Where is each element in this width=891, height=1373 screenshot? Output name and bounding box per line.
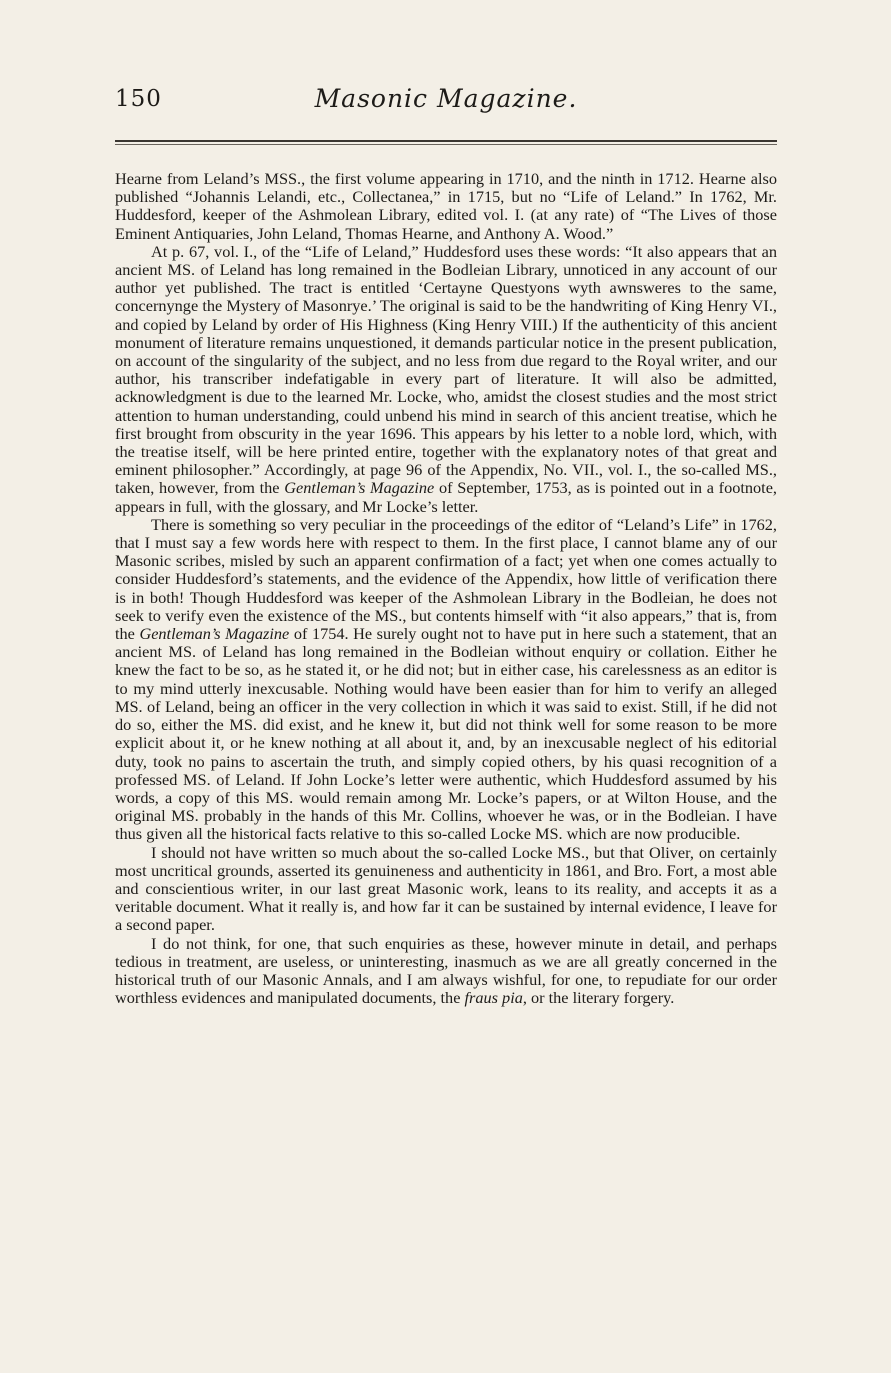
paragraph: [115, 935, 777, 1008]
text-run: , or the literary forgery.: [522, 988, 675, 1008]
paragraph: [115, 844, 777, 935]
paragraph: [115, 170, 777, 243]
text-run: At p. 67, vol. I., of the “Life of Leland,” Huddesford uses these words: “It also appears that an ancient MS. of Leland has long remained in the Bodleian Library, unnoticed in any account of our author yet published. The tract is entitled ‘Certayne Questyons wyth awnsweres to the same, concernynge the Mystery of Masonrye.’ The original is said to be the handwriting of King Henry VI., and copied by Leland by order of His Highness (King Henry VIII.) If the authenticity of this ancient monument of literature remains unquestioned, it demands particular notice in the present publication, on account of the singularity of the subject, and no less from due regard to the Royal writer, and our author, his transcriber indefatigable in every part of literature. It will also be admitted, acknowledgment is due to the learned Mr. Locke, who, amidst the closest studies and the most strict attention to human understanding, could unbend his mind in search of this ancient treatise, which he first brought from obscurity in the year 1696. This appears by his letter to a noble lord, which, with the treatise itself, will be here printed entire, together with the explanatory notes of that great and eminent philosopher.” Accordingly, at page 96 of the Appendix, No. VII., vol. I., the so-called MS., taken, however, from the: [115, 241, 777, 498]
header-rule-thin: [115, 144, 777, 145]
page-header: [115, 86, 777, 122]
running-title: Masonic Magazine.: [314, 84, 578, 113]
header-rule: [115, 140, 777, 142]
text-run: There is something so very peculiar in the proceedings of the editor of “Leland’s Life” in 1762, that I must say a few words here with respect to them. In the first place, I cannot blame any of our Masonic scribes, misled by such an apparent confirmation of a fact; yet when one comes actually to consider Huddesford’s statements, and the evidence of the Appendix, how little of verification there is in both! Though Huddesford was keeper of the Ashmolean Library in the Bodleian, he does not seek to verify even the existence of the MS., but contents himself with “it also appears,” that is, from the: [115, 514, 777, 644]
text-run: of 1754. He surely ought not to have put in here such a statement, that an ancient MS. of Leland has long remained in the Bodleian without enquiry or collation. Either he knew the fact to be so, as he stated it, or he did not; but in either case, his carelessness as an editor is to my mind utterly inexcusable. Nothing would have been easier than for him to verify an alleged MS. of Leland, being an officer in the very collection in which it was said to exist. Still, if he did not do so, either the MS. did exist, and he knew it, but did not think well for some reason to be more explicit about it, or he knew nothing at all about it, and, by an inexcusable neglect of his editorial duty, took no pains to ascertain the truth, and simply copied others, by his quasi recognition of a professed MS. of Leland. If John Locke’s letter were authentic, which Huddesford assumed by his words, a copy of this MS. would remain among Mr. Locke’s papers, or at Wilton House, and the original MS. probably in the hands of this Mr. Collins, whoever he was, or in the Bodleian. I have thus given all the historical facts relative to this so-called Locke MS. which are now producible.: [115, 624, 777, 844]
italic-text: Gentleman’s Magazine: [139, 624, 290, 644]
paragraph: [115, 516, 777, 844]
italic-text: Gentleman’s Magazine: [284, 478, 435, 498]
text-run: of September, 1753, as is pointed out in a footnote, appears in full, with the glossary, and Mr Locke’s letter.: [115, 478, 777, 516]
page-number: 150: [115, 86, 162, 112]
italic-text: fraus pia: [464, 988, 523, 1008]
article-body: [115, 170, 777, 1007]
paragraph: [115, 243, 777, 516]
text-run: I should not have written so much about the so-called Locke MS., but that Oliver, on certainly most uncritical grounds, asserted its genuineness and authenticity in 1861, and Bro. Fort, a most able and conscientious writer, in our last great Masonic work, leans to its reality, and accepts it as a veritable document. What it really is, and how far it can be sustained by internal evidence, I leave for a second paper.: [115, 842, 777, 935]
text-run: Hearne from Leland’s MSS., the first volume appearing in 1710, and the ninth in 1712. Hearne also published “Johannis Lelandi, etc., Collectanea,” in 1715, but no “Life of Leland.” In 1762, Mr. Huddesford, keeper of the Ashmolean Library, edited vol. I. (at any rate) of “The Lives of those Eminent Antiquaries, John Leland, Thomas Hearne, and Anthony A. Wood.”: [115, 169, 777, 243]
text-run: I do not think, for one, that such enquiries as these, however minute in detail, and perhaps tedious in treatment, are useless, or uninteresting, inasmuch as we are all greatly concerned in the historical truth of our Masonic Annals, and I am always wishful, for one, to repudiate for our order worthless evidences and manipulated documents, the: [115, 933, 777, 1008]
